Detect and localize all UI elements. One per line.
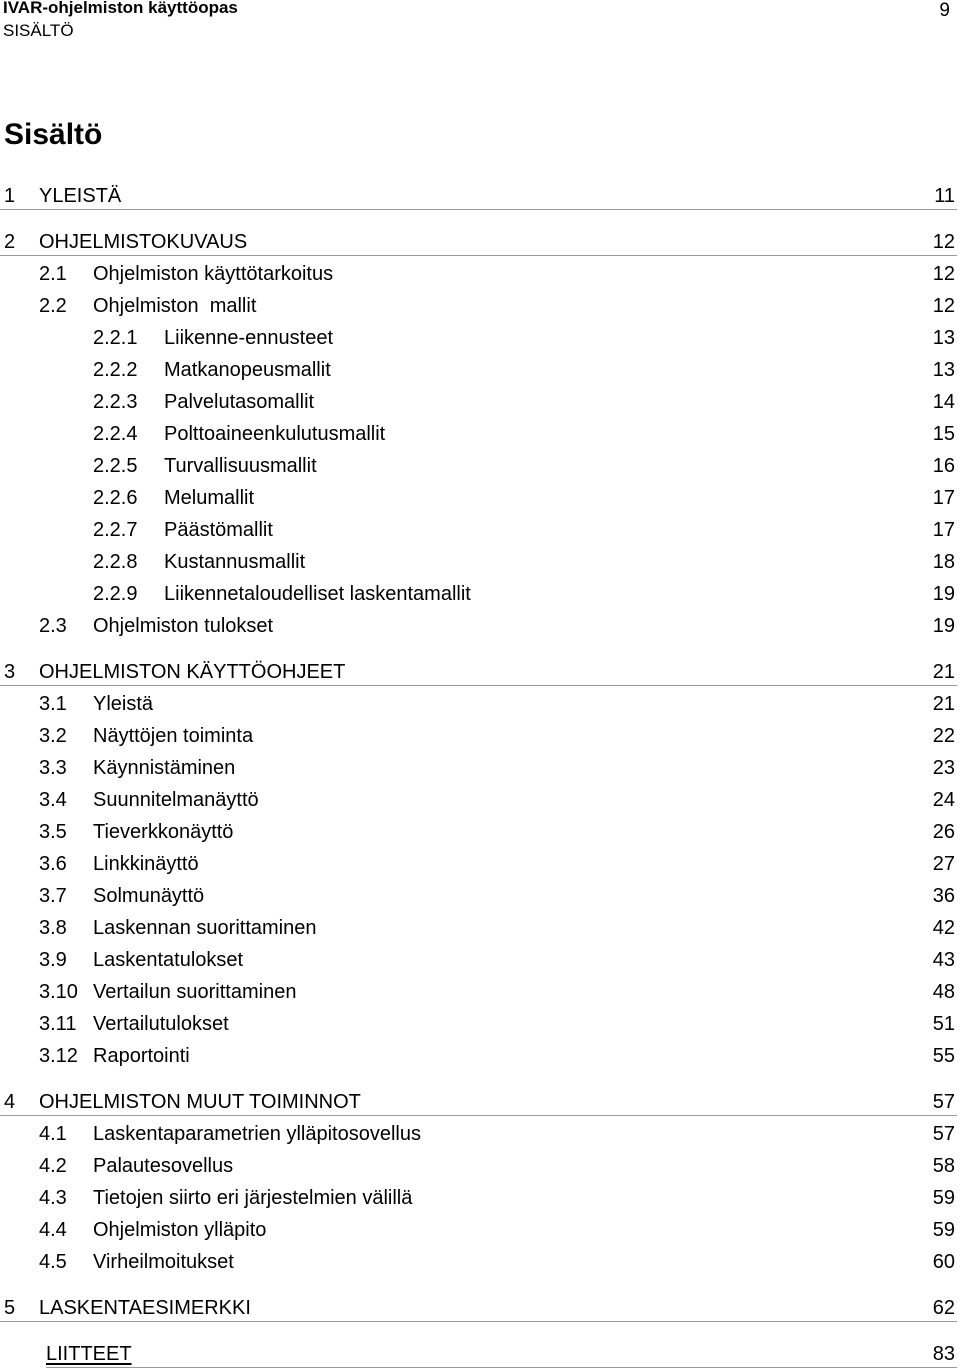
toc-entry-number: 3 (4, 661, 16, 683)
toc-entry-number: 3.7 (39, 885, 67, 907)
toc-entry-label: Laskentaparametrien ylläpitosovellus (93, 1123, 421, 1145)
toc-entry-page: 13 (932, 327, 955, 349)
header-page-number: 9 (939, 0, 950, 21)
toc-entry-number: 2.3 (39, 615, 67, 637)
toc-entry[interactable] (0, 816, 960, 848)
toc-heading: Sisältö (4, 118, 103, 151)
toc-entry-number: 2.2.5 (93, 455, 138, 477)
toc-entry-page: 59 (932, 1187, 955, 1209)
toc-entry[interactable] (0, 578, 960, 610)
toc-entry-number: 2 (4, 231, 16, 253)
toc-entry-label: Kustannusmallit (164, 551, 306, 573)
toc-entry-label: OHJELMISTON MUUT TOIMINNOT (39, 1091, 361, 1113)
toc-entry-label: Vertailun suorittaminen (93, 981, 297, 1003)
toc-entry[interactable] (0, 848, 960, 880)
toc-entry-number: 4.3 (39, 1187, 67, 1209)
toc-entry-page: 51 (932, 1013, 955, 1035)
toc-entry-page: 27 (932, 853, 955, 875)
toc-entry-number: 3.4 (39, 789, 67, 811)
toc-entry-label: Liikenne-ennusteet (164, 327, 334, 349)
toc-entry[interactable] (0, 386, 960, 418)
toc-entry-page: 58 (932, 1155, 955, 1177)
toc-entry-page: 42 (932, 917, 955, 939)
toc-entry[interactable] (0, 1338, 960, 1370)
toc-entry[interactable] (0, 1246, 960, 1278)
toc-entry-label: Suunnitelmanäyttö (93, 789, 259, 811)
toc-entry[interactable] (0, 752, 960, 784)
toc-entry-number: 3.8 (39, 917, 67, 939)
toc-entry-number: 2.2.6 (93, 487, 138, 509)
toc-entry-page: 19 (932, 583, 955, 605)
toc-entry-page: 11 (934, 185, 955, 207)
toc-entry-number: 2.2.4 (93, 423, 138, 445)
toc-entry[interactable] (0, 656, 960, 688)
toc-entry-label: Ohjelmiston ylläpito (93, 1219, 267, 1241)
toc-entry-page: 21 (932, 693, 955, 715)
toc-entry-label: Tieverkkonäyttö (93, 821, 234, 843)
toc-entry-label: OHJELMISTON KÄYTTÖOHJEET (39, 661, 346, 683)
toc-entry[interactable] (0, 1008, 960, 1040)
toc-entry[interactable] (0, 226, 960, 258)
toc-entry-label: LIITTEET (46, 1343, 132, 1365)
toc-entry-page: 13 (932, 359, 955, 381)
toc-entry-label: Näyttöjen toiminta (93, 725, 254, 747)
toc-entry-label: Ohjelmiston mallit (93, 295, 257, 317)
toc-entry[interactable] (0, 1182, 960, 1214)
toc-entry-label: Päästömallit (164, 519, 273, 541)
toc-entry-number: 2.2.9 (93, 583, 138, 605)
toc-entry[interactable] (0, 450, 960, 482)
toc-entry[interactable] (0, 418, 960, 450)
toc-entry-page: 12 (932, 263, 955, 285)
toc-entry[interactable] (0, 1292, 960, 1324)
toc-entry-label: Tietojen siirto eri järjestelmien välillä (93, 1187, 413, 1209)
toc-entry-label: Palautesovellus (93, 1155, 234, 1177)
toc-entry[interactable] (0, 610, 960, 642)
toc-entry-number: 3.6 (39, 853, 67, 875)
toc-entry[interactable] (0, 880, 960, 912)
toc-entry-page: 83 (932, 1343, 955, 1365)
toc-entry[interactable] (0, 944, 960, 976)
toc-entry[interactable] (0, 546, 960, 578)
header-section: SISÄLTÖ (3, 21, 74, 40)
toc-entry-page: 15 (932, 423, 955, 445)
toc-entry-number: 4 (4, 1091, 16, 1113)
toc-entry-page: 57 (932, 1091, 955, 1113)
toc-entry-page: 22 (932, 725, 955, 747)
toc-entry[interactable] (0, 258, 960, 290)
toc-entry-page: 12 (932, 231, 955, 253)
toc-entry-number: 2.1 (39, 263, 67, 285)
toc-entry-page: 19 (932, 615, 955, 637)
toc-entry-label: Vertailutulokset (93, 1013, 229, 1035)
toc-entry-label: Palvelutasomallit (164, 391, 315, 413)
toc-entry-label: Laskentatulokset (93, 949, 244, 971)
toc-entry-number: 4.1 (39, 1123, 67, 1145)
toc-entry-number: 2.2.1 (93, 327, 138, 349)
toc-entry[interactable] (0, 1040, 960, 1072)
toc-entry-number: 3.2 (39, 725, 67, 747)
toc-entry-page: 24 (932, 789, 955, 811)
toc-entry-label: Matkanopeusmallit (164, 359, 331, 381)
toc-entry-number: 3.11 (39, 1013, 77, 1035)
toc-entry-number: 3.1 (39, 693, 67, 715)
toc-entry-label: Laskennan suorittaminen (93, 917, 317, 939)
toc-entry-page: 23 (932, 757, 955, 779)
toc-entry-page: 16 (932, 455, 955, 477)
toc-entry-label: Virheilmoitukset (93, 1251, 234, 1273)
toc-entry-page: 14 (932, 391, 955, 413)
toc-entry-number: 4.4 (39, 1219, 67, 1241)
toc-entry-number: 3.3 (39, 757, 67, 779)
toc-entry-number: 2.2.7 (93, 519, 138, 541)
toc-entry-number: 1 (4, 185, 16, 207)
toc-entry[interactable] (0, 354, 960, 386)
toc-entry-number: 2.2.8 (93, 551, 138, 573)
toc-entry[interactable] (0, 180, 960, 212)
toc-entry[interactable] (0, 784, 960, 816)
toc-entry-label: Yleistä (93, 693, 154, 715)
toc-entry-label: Ohjelmiston käyttötarkoitus (93, 263, 334, 285)
toc-entry-label: Turvallisuusmallit (164, 455, 317, 477)
toc-entry[interactable] (0, 912, 960, 944)
toc-entry[interactable] (0, 1086, 960, 1118)
toc-entry-page: 57 (932, 1123, 955, 1145)
toc-entry-label: Linkkinäyttö (93, 853, 199, 875)
toc-entry[interactable] (0, 482, 960, 514)
toc-entry-number: 4.2 (39, 1155, 67, 1177)
toc-entry-page: 17 (932, 519, 955, 541)
toc-entry-label: Ohjelmiston tulokset (93, 615, 274, 637)
toc-entry-label: LASKENTAESIMERKKI (39, 1297, 251, 1319)
toc-entry-page: 17 (932, 487, 955, 509)
toc-entry-page: 48 (932, 981, 955, 1003)
toc-entry-number: 2.2 (39, 295, 67, 317)
toc-entry-page: 18 (932, 551, 955, 573)
toc-entry-number: 4.5 (39, 1251, 67, 1273)
toc-entry-number: 3.5 (39, 821, 67, 843)
toc-entry-label: OHJELMISTOKUVAUS (39, 231, 248, 253)
toc-entry-number: 3.12 (39, 1045, 78, 1067)
toc-entry[interactable] (0, 976, 960, 1008)
toc-entry-page: 36 (932, 885, 955, 907)
toc-entry[interactable] (0, 720, 960, 752)
toc-entry[interactable] (0, 1150, 960, 1182)
toc-entry-label: Raportointi (93, 1045, 190, 1067)
toc-entry-label: Melumallit (164, 487, 255, 509)
toc-entry-number: 3.9 (39, 949, 67, 971)
toc-entry-page: 59 (932, 1219, 955, 1241)
toc-entry-page: 21 (932, 661, 955, 683)
toc-entry-page: 55 (932, 1045, 955, 1067)
toc-entry-label: YLEISTÄ (39, 185, 122, 207)
toc-entry[interactable] (0, 514, 960, 546)
toc-entry-label: Liikennetaloudelliset laskentamallit (164, 583, 471, 605)
toc-entry-page: 43 (932, 949, 955, 971)
toc-entry-number: 2.2.3 (93, 391, 138, 413)
toc-entry[interactable] (0, 290, 960, 322)
header-title: IVAR-ohjelmiston käyttöopas (3, 0, 238, 17)
toc-entry-label: Solmunäyttö (93, 885, 205, 907)
toc-entry-page: 62 (932, 1297, 955, 1319)
toc-entry-number: 2.2.2 (93, 359, 138, 381)
toc-entry-number: 5 (4, 1297, 16, 1319)
toc-entry-page: 12 (932, 295, 955, 317)
toc-entry-number: 3.10 (39, 981, 78, 1003)
toc-entry-page: 60 (932, 1251, 955, 1273)
toc-entry[interactable] (0, 1214, 960, 1246)
toc-entry[interactable] (0, 688, 960, 720)
toc-entry-label: Polttoaineenkulutusmallit (164, 423, 386, 445)
toc-entry-page: 26 (932, 821, 955, 843)
toc-entry-label: Käynnistäminen (93, 757, 236, 779)
toc-entry[interactable] (0, 1118, 960, 1150)
toc-entry[interactable] (0, 322, 960, 354)
